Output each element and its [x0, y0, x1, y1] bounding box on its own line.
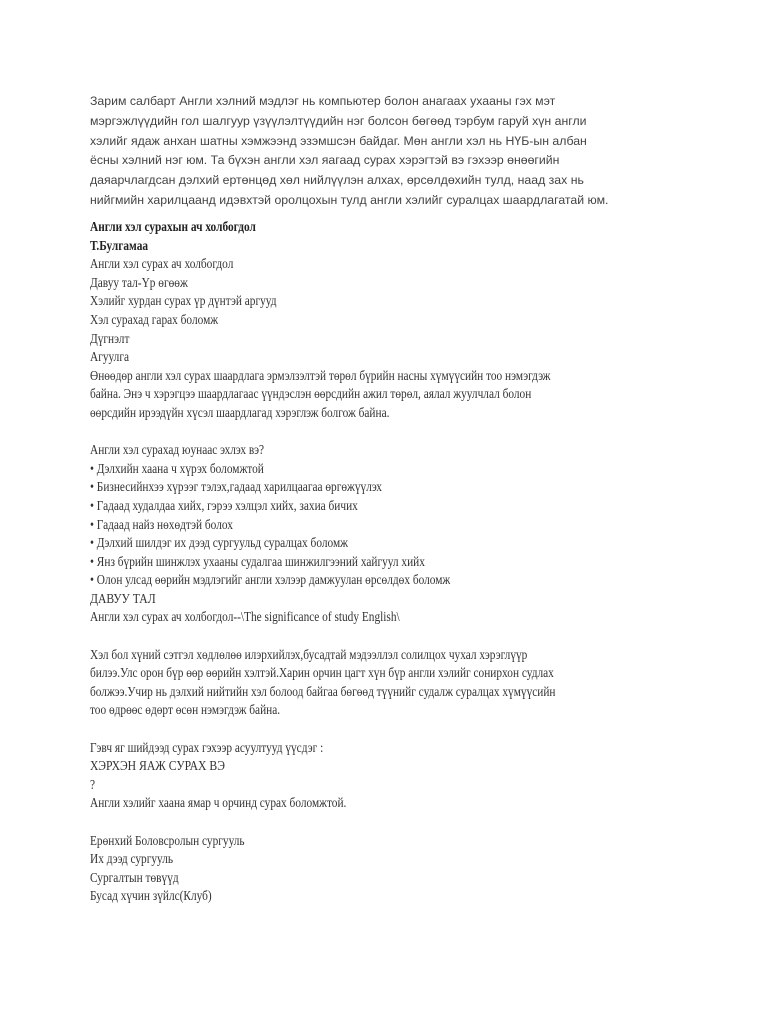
toc-item: Агуулга: [90, 349, 130, 365]
place-item: Сургалтын төвүүд: [90, 869, 179, 885]
paragraph-line: Хэл бол хүний сэтгэл хөдлөлөө илэрхийлэх,бусадтай мэдээллэл солилцох чухал хэрэглүүр: [90, 646, 528, 662]
paragraph-line: Өнөөдөр англи хэл сурах шаардлага эрмэлзэлтэй төрөл бүрийн насны хүмүүсийн тоо нэмэгдэж: [90, 367, 551, 383]
paragraph-line: тоо өдрөөс өдөрт өсөн нэмэгдэж байна.: [90, 702, 281, 718]
intro-line: Зарим салбарт Англи хэлний мэдлэг нь компьютер болон анагаах ухааны гэх мэт: [90, 94, 556, 108]
toc-item: Англи хэл сурах ач холбогдол: [90, 256, 234, 272]
toc-item: Давуу тал-Үр өгөөж: [90, 274, 188, 290]
question-mark: ?: [90, 776, 96, 792]
paragraph-spacer: [90, 720, 606, 739]
bullet-item: • Дэлхийн хаана ч хүрэх боломжтой: [90, 460, 264, 476]
how-title: ХЭРХЭН ЯАЖ СУРАХ ВЭ: [90, 758, 225, 774]
paragraph-line: болжээ.Учир нь дэлхий нийтийн хэл болоод байгаа бөгөөд түүнийг судалж суралцах хүмүүсийн: [90, 683, 556, 699]
intro-line: ёсны хэлний нэг юм. Та бүхэн англи хэл яагаад сурах хэрэгтэй вэ гэхээр өнөөгийн: [90, 153, 560, 168]
author-name: Т.Булгамаа: [90, 237, 149, 253]
document-body: [90, 218, 606, 906]
place-item: Ерөнхий Боловсролын сургууль: [90, 832, 245, 848]
paragraph-spacer: [90, 423, 606, 442]
question-line: Гэвч яг шийдээд сурах гэхээр асуултууд үүсдэг :: [90, 739, 324, 755]
intro-paragraph: [90, 92, 690, 211]
bullet-item: • Гадаад найз нөхөдтэй болох: [90, 516, 233, 532]
bullet-item: • Олон улсад өөрийн мэдлэгийг англи хэлээр дамжуулан өрсөлдөх боломж: [90, 572, 451, 588]
paragraph-spacer: [90, 813, 606, 832]
intro-line: хэлийг ядаж анхан шатны хэмжээнд эзэмшсэн байдаг. Мөн англи хэл нь НҮБ-ын албан: [90, 133, 587, 148]
place-item: Бусад хүчин зүйлс(Клуб): [90, 888, 212, 904]
bullet-item: • Янз бүрийн шинжлэх ухааны судалгаа шинжилгээний хайгуул хийх: [90, 553, 425, 569]
intro-line: мэргэжлүүдийн гол шалгуур үзүүлэлтүүдийн нэг болсон бөгөөд тэрбум гаруй хүн англи: [90, 113, 587, 128]
intro-line: нийгмийн харилцаанд идэвхтэй оролцохын тулд англи хэлийг суралцах шаардлагатай юм.: [90, 192, 609, 207]
toc-item: Хэлийг хурдан сурах үр дүнтэй аргууд: [90, 293, 277, 309]
bullet-item: • Бизнесийнхээ хүрээг тэлэх,гадаад харилцаагаа өргөжүүлэх: [90, 479, 382, 495]
question-line: Англи хэл сурахад юунаас эхлэх вэ?: [90, 442, 265, 458]
paragraph-line: байна. Энэ ч хэрэгцээ шаардлагаас үүндэслэн өөрсдийн ажил төрөл, аялал жуулчлал болон: [90, 386, 532, 402]
intro-line: даяарчлагдсан дэлхий ертөнцөд хөл нийлүүлэн алхах, өрсөлдөхийн тулд, наад зах нь: [90, 173, 584, 188]
paragraph-line: өөрсдийн ирээдүйн хүсэл шаардлагад хэрэглэж болгож байна.: [90, 404, 390, 420]
paragraph-line: билээ.Улс орон бүр өөр өөрийн хэлтэй.Харин орчин цагт хүн бүр англи хэлийг сонирхон судлах: [90, 665, 554, 681]
paragraph-spacer: [90, 627, 606, 646]
bullet-item: • Гадаад худалдаа хийх, гэрээ хэлцэл хийх, захиа бичих: [90, 497, 358, 513]
place-item: Их дээд сургууль: [90, 851, 174, 867]
bullet-item: • Дэлхий шилдэг их дээд сургуульд суралцах боломж: [90, 535, 348, 551]
document-heading: Англи хэл сурахын ач холбогдол: [90, 219, 256, 234]
advantage-title: ДАВУУ ТАЛ: [90, 590, 156, 606]
anywhere-line: Англи хэлийг хаана ямар ч орчинд сурах боломжтой.: [90, 795, 347, 811]
toc-item: Хэл сурахад гарах боломж: [90, 311, 219, 327]
significance-line: Англи хэл сурах ач холбогдол--\The significance of study English\: [90, 609, 400, 625]
toc-item: Дүгнэлт: [90, 330, 130, 346]
